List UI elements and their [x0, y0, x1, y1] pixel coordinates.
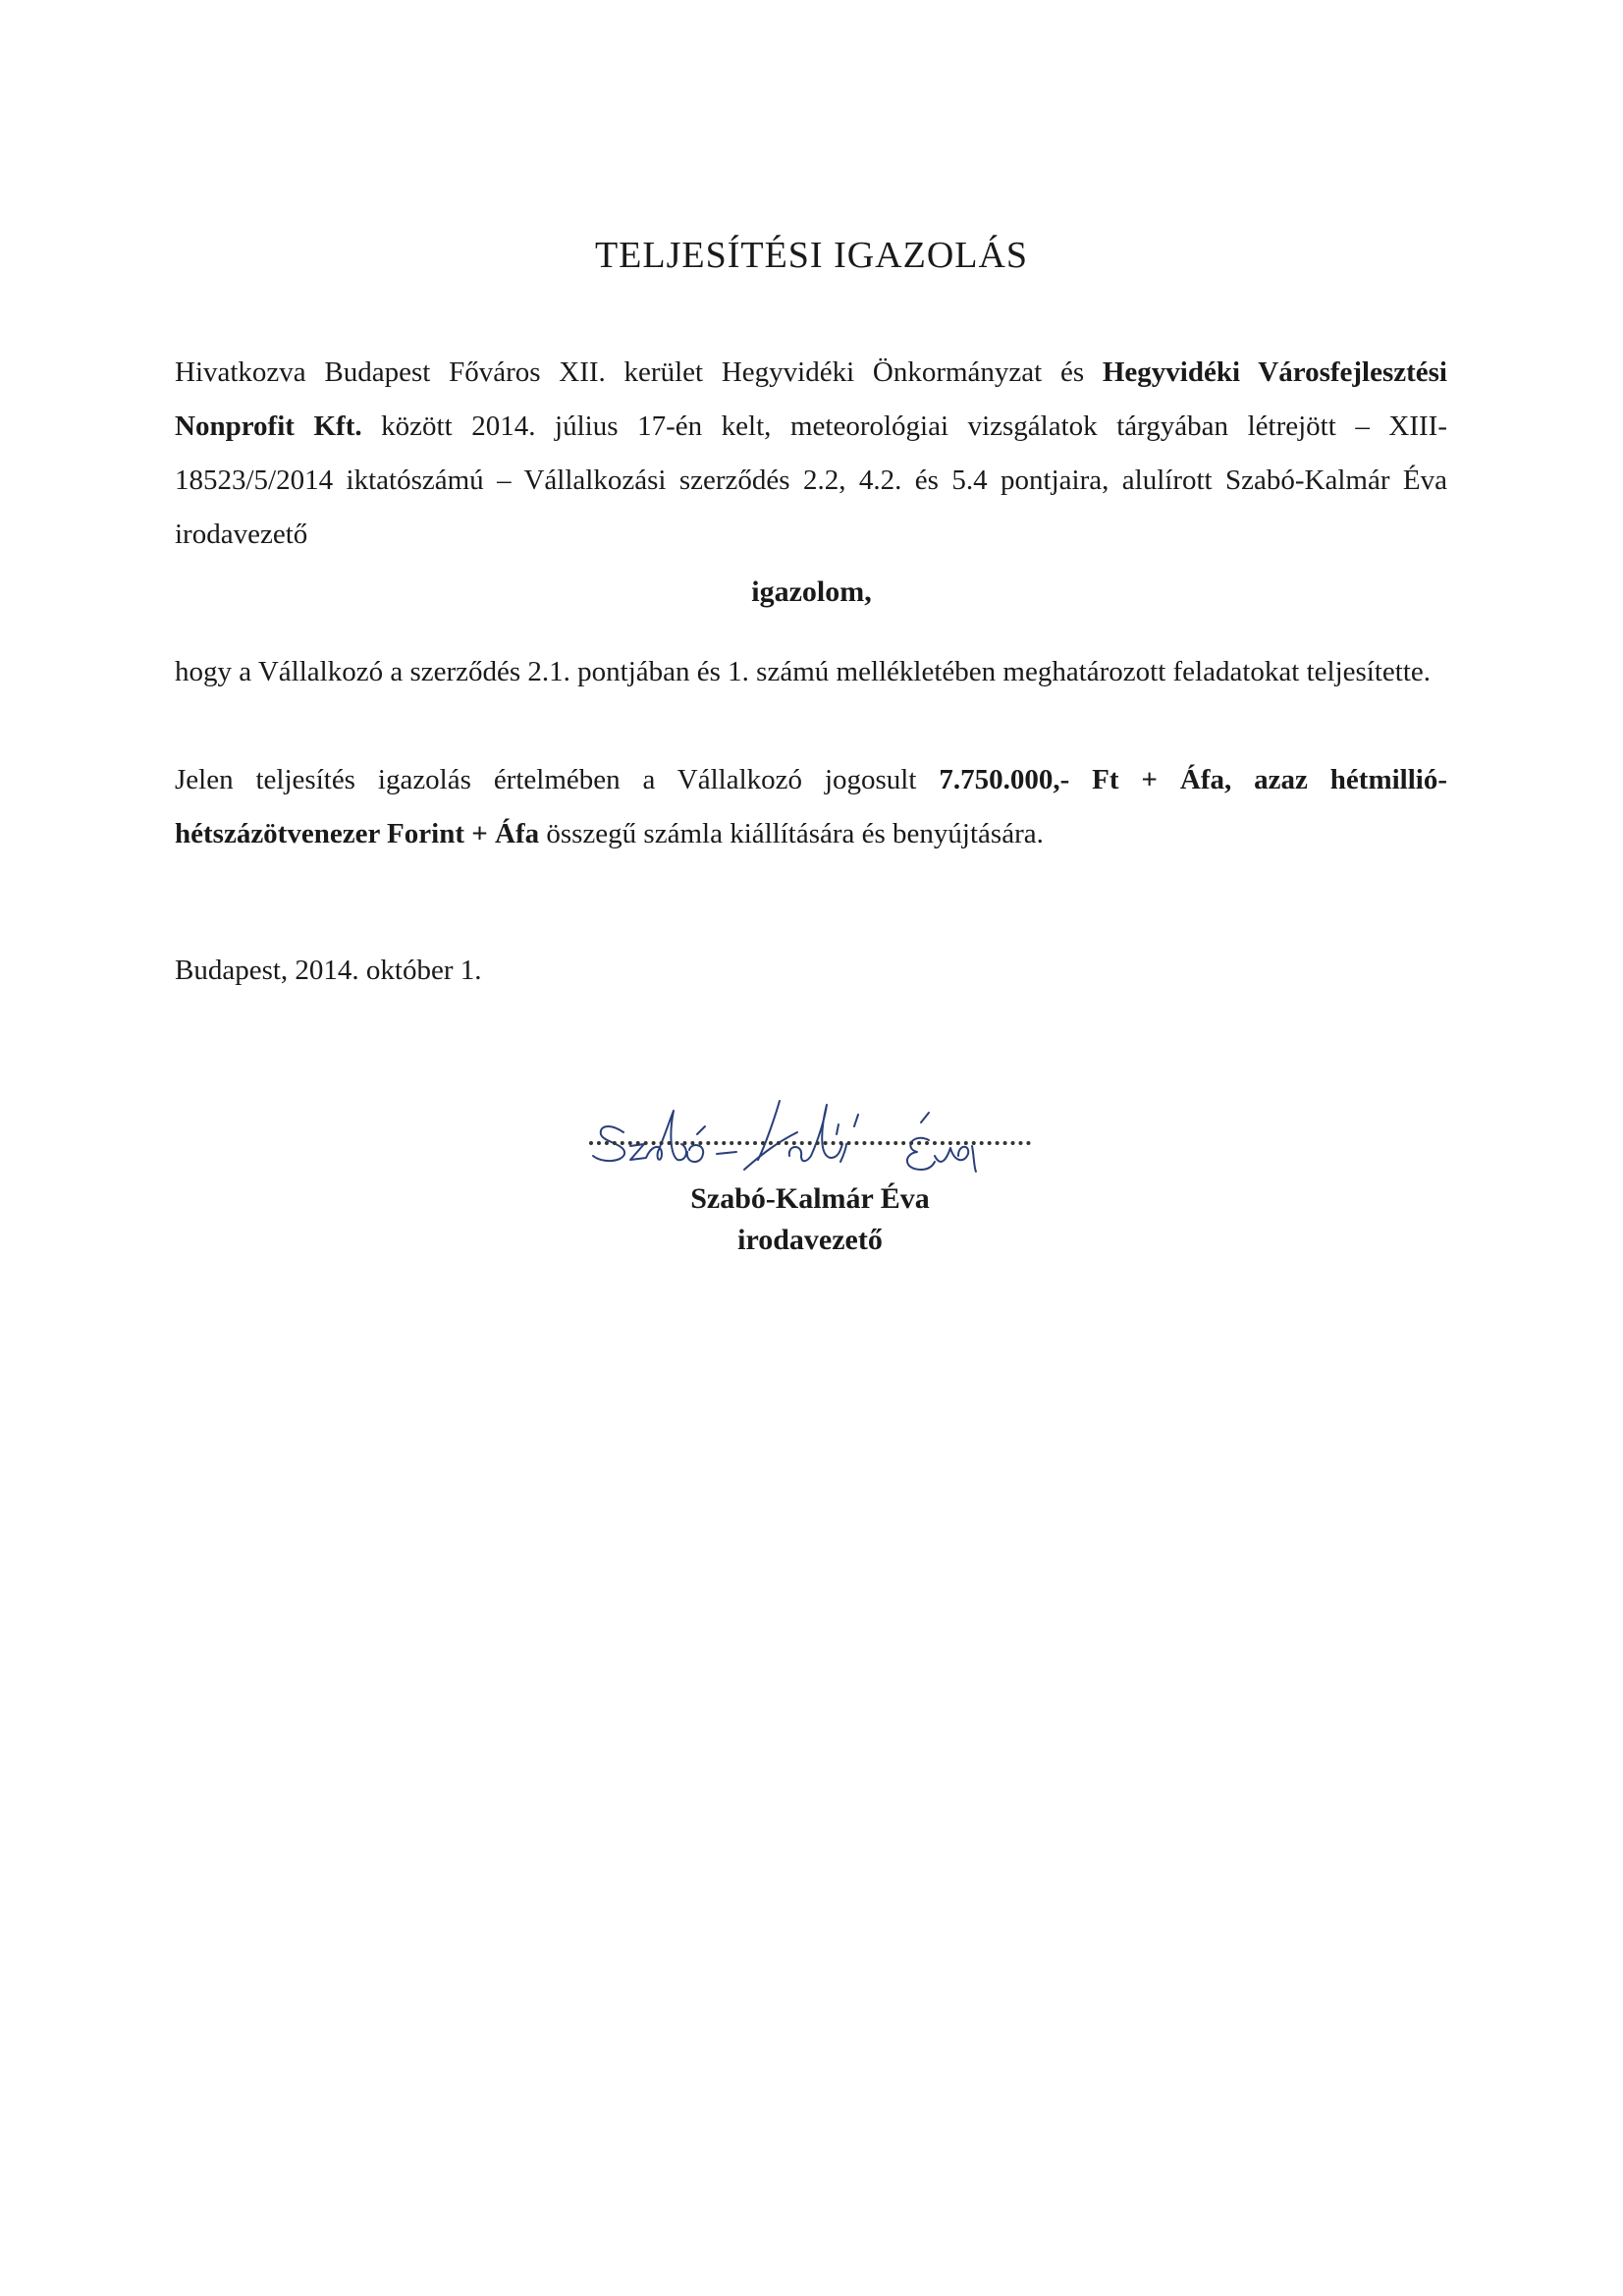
intro-text-2: között 2014. július 17-én kelt, meteorológiai vizsgálatok tárgyában létrejött – XIII-18523/5/2014 iktatószámú – Vállalkozási szerződés 2.2, 4.2. és 5.4 pontjaira, alulírott Szabó-Kalmár Éva irodavezető: [175, 410, 1447, 550]
signatory-name: Szabó-Kalmár Éva: [690, 1182, 930, 1215]
signatory-block: [560, 1178, 1060, 1261]
intro-paragraph: [175, 346, 1447, 562]
company-name: Hegyvidéki Városfejlesztési Nonprofit Kft.: [175, 356, 1447, 442]
signature-line: [589, 1141, 1031, 1145]
amount-value: 7.750.000,- Ft + Áfa, azaz hétmillió-hétszázötvenezer Forint + Áfa: [175, 764, 1447, 849]
amount-text-1: Jelen teljesítés igazolás értelmében a Vállalkozó jogosult: [175, 764, 940, 795]
document-title: TELJESÍTÉSI IGAZOLÁS: [594, 235, 1029, 276]
date-line: Budapest, 2014. október 1.: [175, 955, 482, 986]
amount-paragraph: [175, 753, 1447, 861]
intro-text-1: Hivatkozva Budapest Főváros XII. kerület Hegyvidéki Önkormányzat és: [175, 356, 1103, 388]
completion-paragraph: hogy a Vállalkozó a szerződés 2.1. pontjában és 1. számú mellékletében meghatározott feladatokat teljesítette.: [175, 656, 1432, 687]
certify-word: igazolom,: [751, 575, 872, 608]
amount-text-2: összegű számla kiállítására és benyújtására.: [539, 818, 1044, 849]
signatory-position: irodavezető: [737, 1224, 883, 1256]
